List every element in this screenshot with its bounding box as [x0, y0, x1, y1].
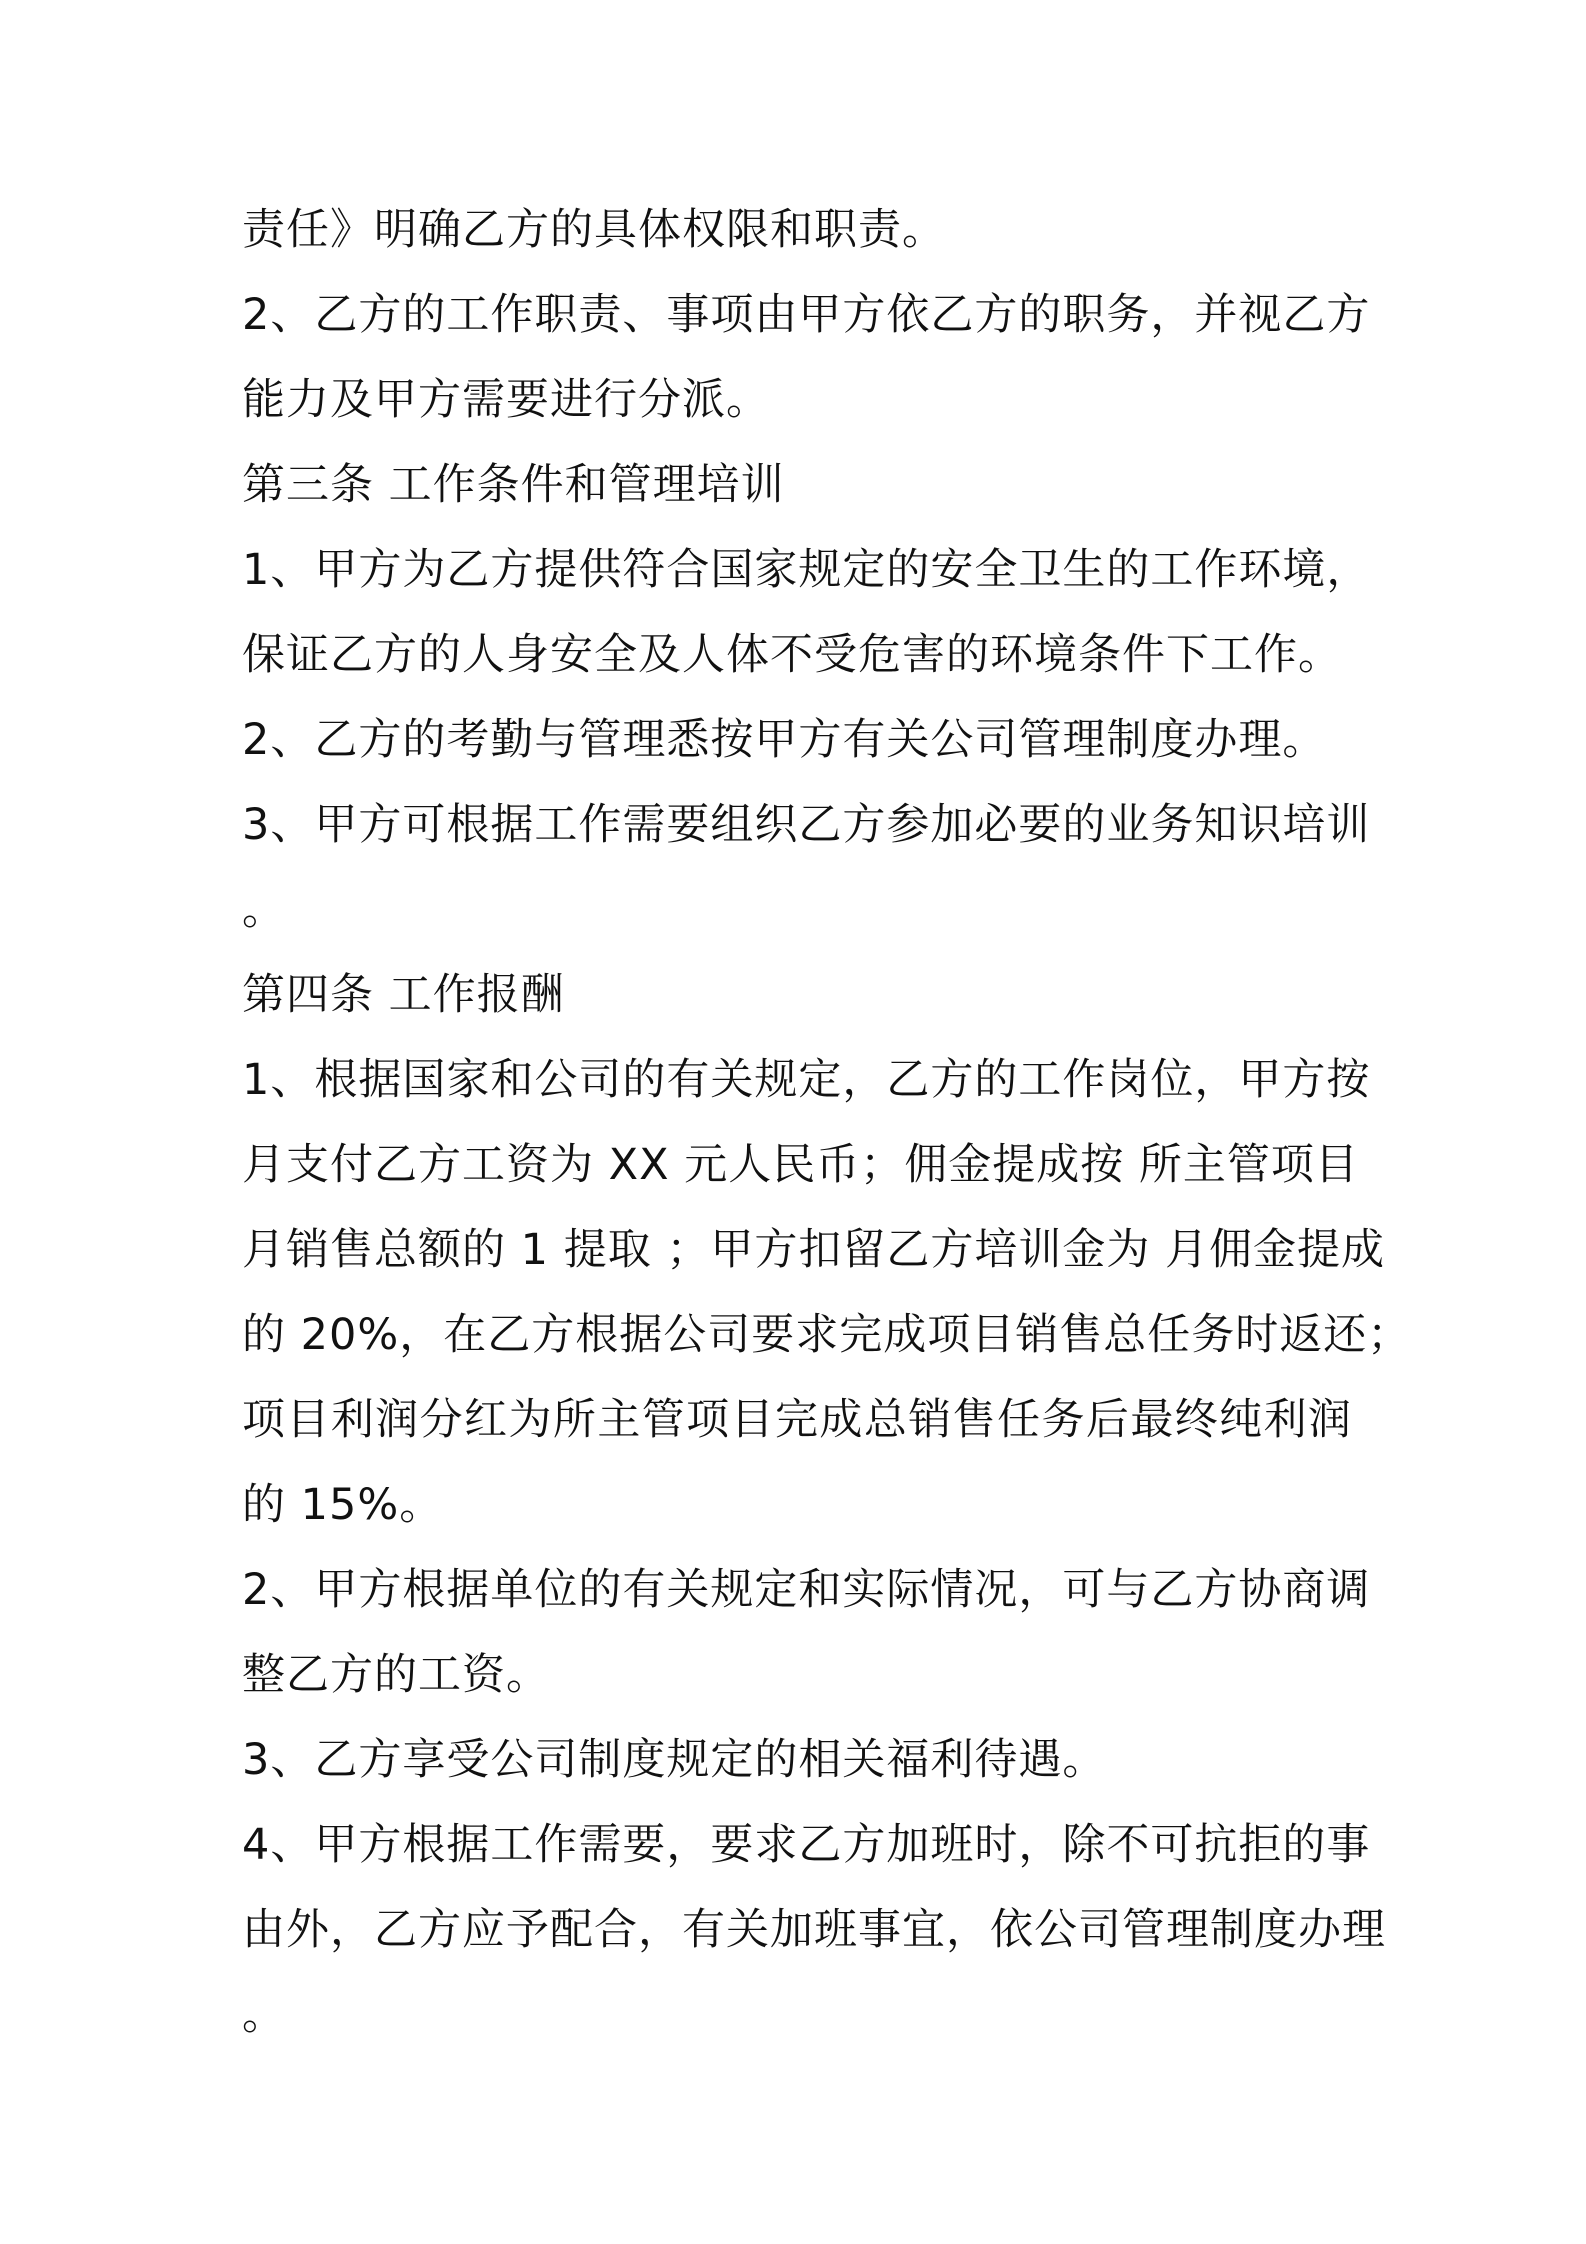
text-line: 2、乙方的工作职责、事项由甲方依乙方的职务，并视乙方: [242, 290, 1371, 340]
text-line: 保证乙方的人身安全及人体不受危害的环境条件下工作。: [242, 630, 1342, 680]
text-line: 2、乙方的考勤与管理悉按甲方有关公司管理制度办理。: [242, 715, 1327, 765]
text-line: 4、甲方根据工作需要，要求乙方加班时，除不可抗拒的事: [242, 1820, 1371, 1870]
section-heading: 第四条 工作报酬: [242, 970, 565, 1020]
text-line: 整乙方的工资。: [242, 1650, 550, 1700]
text-line: 月销售总额的 1 提取 ；甲方扣留乙方培训金为 月佣金提成: [242, 1225, 1386, 1275]
text-line: 3、乙方享受公司制度规定的相关福利待遇。: [242, 1735, 1107, 1785]
text-line: 月支付乙方工资为 XX 元人民币；佣金提成按 所主管项目: [242, 1140, 1359, 1190]
text-line: 2、甲方根据单位的有关规定和实际情况，可与乙方协商调: [242, 1565, 1371, 1615]
text-line: 1、根据国家和公司的有关规定，乙方的工作岗位，甲方按: [242, 1055, 1371, 1105]
text-line: 的 20%，在乙方根据公司要求完成项目销售总任务时返还；: [242, 1310, 1412, 1360]
text-line: 3、甲方可根据工作需要组织乙方参加必要的业务知识培训: [242, 800, 1371, 850]
text-line: 1、甲方为乙方提供符合国家规定的安全卫生的工作环境，: [242, 545, 1371, 595]
text-line: 。: [242, 1990, 286, 2040]
text-line: 的 15%。: [242, 1480, 444, 1530]
text-line: 由外，乙方应予配合，有关加班事宜，依公司管理制度办理: [242, 1905, 1386, 1955]
text-line: 。: [242, 885, 286, 935]
text-line: 能力及甲方需要进行分派。: [242, 375, 770, 425]
section-heading: 第三条 工作条件和管理培训: [242, 460, 785, 510]
text-line: 项目利润分红为所主管项目完成总销售任务后最终纯利润: [242, 1395, 1352, 1445]
text-line: 责任》明确乙方的具体权限和职责。: [242, 205, 946, 255]
